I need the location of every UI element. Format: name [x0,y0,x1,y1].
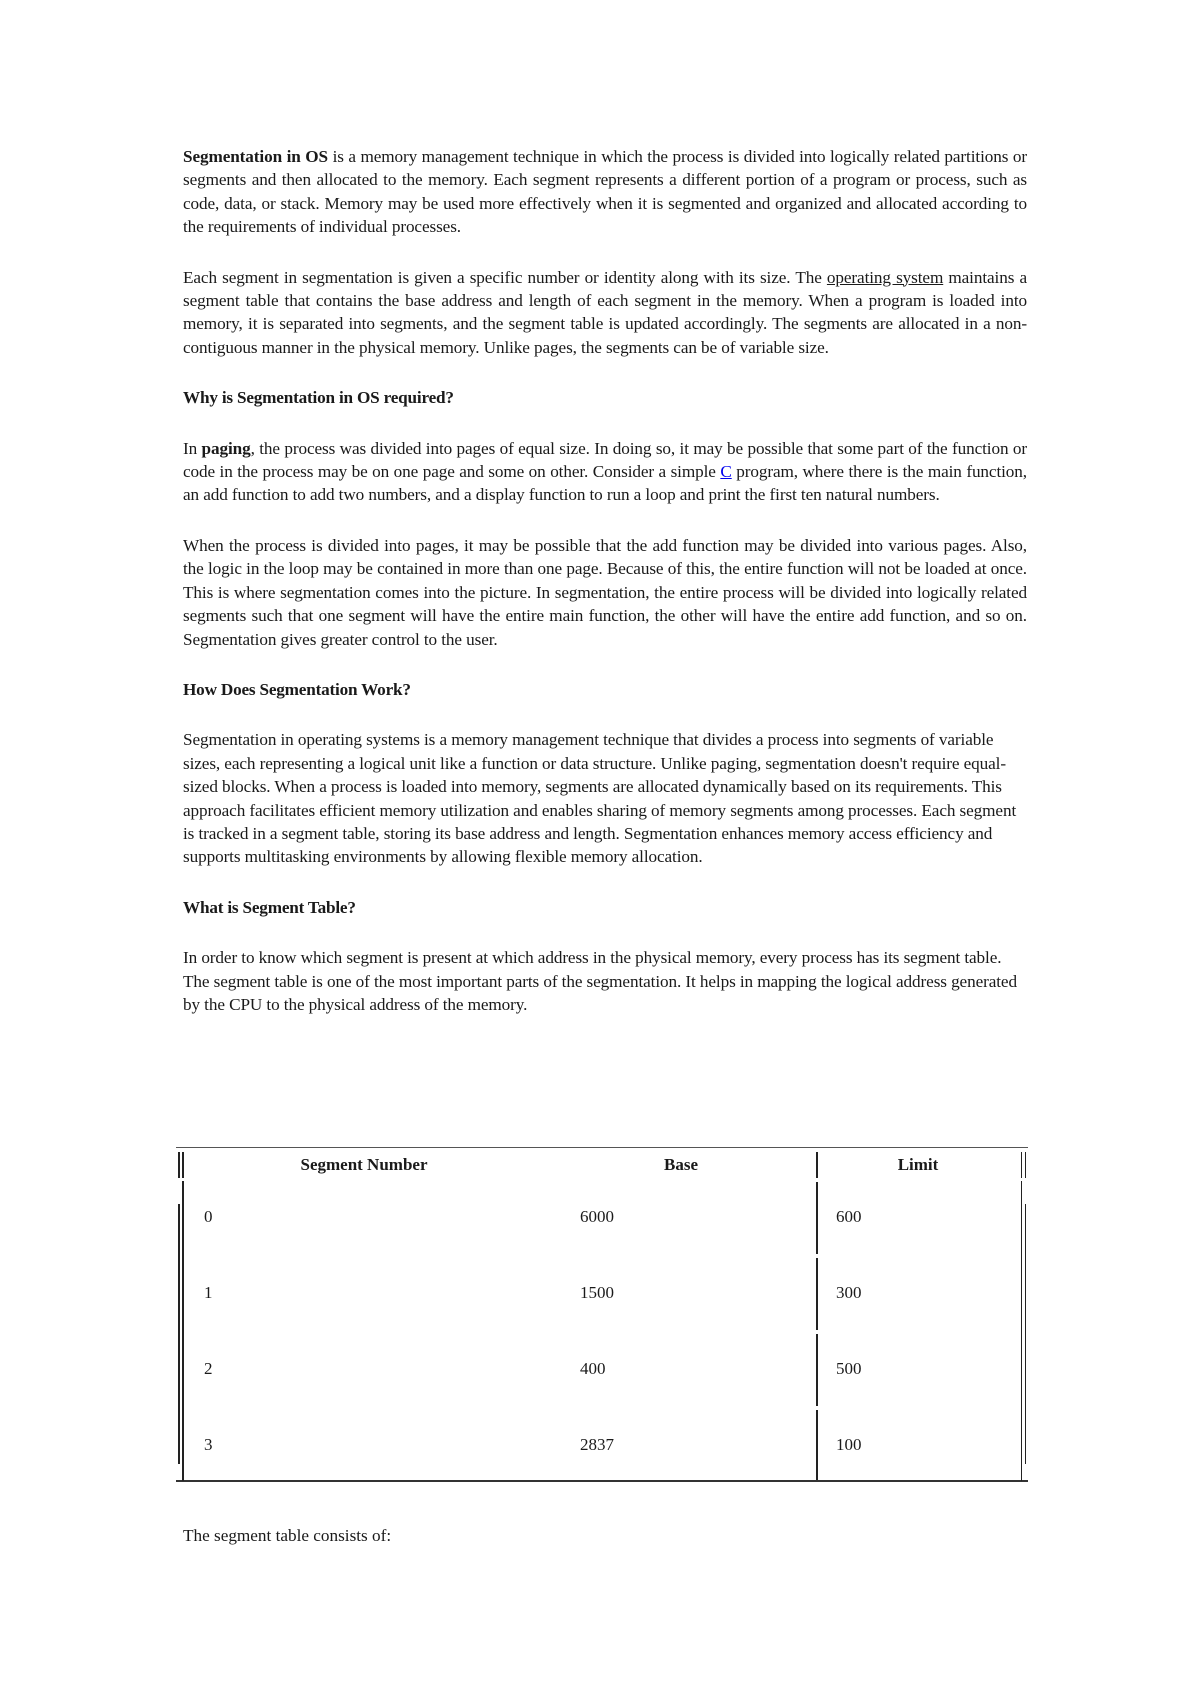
cell-limit: 300 [836,1283,862,1302]
cell-segment-number: 1 [204,1283,213,1302]
cell-base: 2837 [580,1435,614,1454]
para2-before-link: Each segment in segmentation is given a specific number or identity along with its size. The [183,267,827,287]
cell-base: 6000 [580,1207,614,1226]
heading-segment-table: What is Segment Table? [183,897,356,917]
paging-paragraph [183,437,1027,507]
table-row [176,1180,1028,1256]
para3-after-link: program, where there is the main function, an add function to add two numbers, and a display function to run a loop and print the first ten natural numbers. [183,462,1027,505]
table-row [176,1332,1028,1408]
cell-segment-number: 0 [204,1207,213,1226]
segment-identity-paragraph [183,266,1027,360]
heading-how-segmentation-works: How Does Segmentation Work? [183,679,411,699]
heading-why-segmentation: Why is Segmentation in OS required? [183,388,454,408]
segment-table [176,1147,1028,1482]
document-body [183,145,1027,1016]
segment-table-consists-of: The segment table consists of: [183,1526,392,1545]
table-row [176,1256,1028,1332]
table-header-row [176,1148,1028,1180]
header-segment-number: Segment Number [300,1155,428,1174]
cell-limit: 600 [836,1207,862,1226]
cell-limit: 100 [836,1435,862,1454]
intro-bold-lead: Segmentation in OS [183,147,329,166]
segment-table-paragraph: In order to know which segment is present at which address in the physical memory, every process has its segment table. The segment table is one of the most important parts of the segmentation. It helps in mapping the logical address generated by the CPU to the physical address of the memory. [183,948,1017,1014]
cell-segment-number: 3 [204,1435,213,1454]
cell-segment-number: 2 [204,1359,213,1378]
header-limit: Limit [897,1155,939,1174]
intro-paragraph [183,145,1027,239]
c-language-link[interactable]: C [720,462,732,482]
how-it-works-paragraph: Segmentation in operating systems is a memory management technique that divides a process into segments of variable sizes, each representing a logical unit like a function or data structure. Unlike paging, segmentation doesn't require equal-sized blocks. When a process is loaded into memory, segments are allocated dynamically based on its requirements. This approach facilitates efficient memory utilization and enables sharing of memory segments among processes. Each segment is tracked in a segment table, storing its base address and length. Segmentation enhances memory access efficiency and supports multitasking environments by allowing flexible memory allocation. [183,730,1017,867]
cell-base: 400 [580,1359,606,1378]
pages-division-paragraph: When the process is divided into pages, it may be possible that the add function may be divided into various pages. Also, the logic in the loop may be contained in more than one page. Because of this, the entire function will not be loaded at once. This is where segmentation comes into the picture. In segmentation, the entire process will be divided into logically related segments such that one segment will have the entire main function, the other will have the entire add function, and so on. Segmentation gives greater control to the user. [183,535,1027,649]
operating-system-link[interactable]: operating system [826,267,944,287]
para2-after-link: maintains a segment table that contains the base address and length of each segment in the memory. When a program is loaded into memory, it is separated into segments, and the segment table is updated accordingly. The segments are allocated in a non-contiguous manner in the physical memory. Unlike pages, the segments can be of variable size. [183,267,1027,357]
para3-before-link: , the process was divided into pages of equal size. In doing so, it may be possible that some part of the function or code in the process may be on one page and some on other. Consider a simple [183,438,1027,482]
para3-lead: In [183,438,202,458]
header-base: Base [664,1155,698,1174]
intro-text: is a memory management technique in which the process is divided into logically related partitions or segments and then allocated to the memory. Each segment represents a different portion of a program or process, such as code, data, or stack. Memory may be used more effectively when it is segmented and organized and allocated according to the requirements of individual processes. [183,147,1027,237]
table-row [176,1408,1028,1482]
cell-base: 1500 [580,1283,614,1302]
cell-limit: 500 [836,1359,862,1378]
paging-bold: paging [201,438,251,458]
